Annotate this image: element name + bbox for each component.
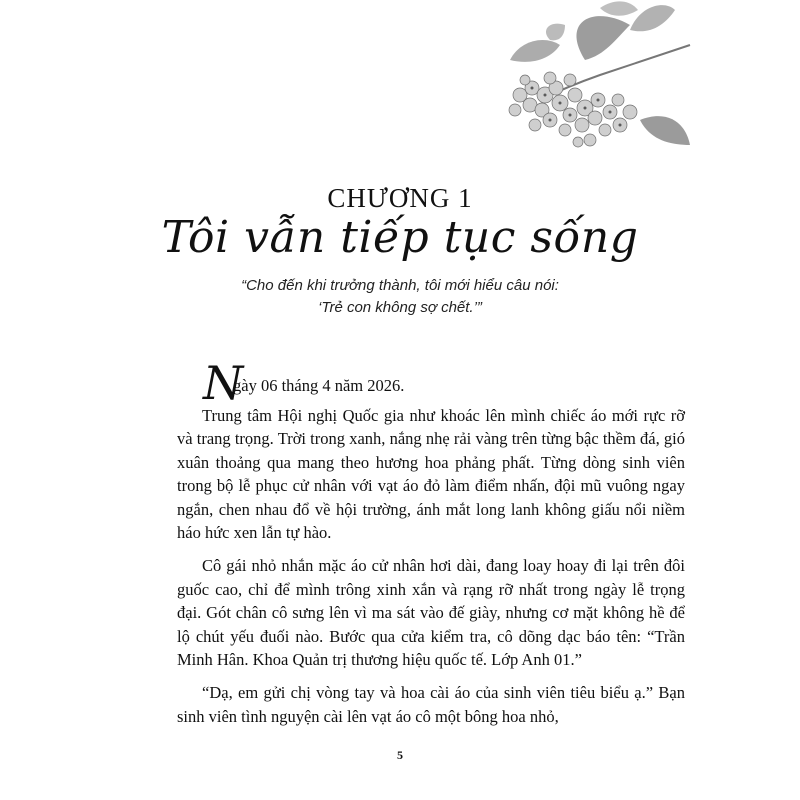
- blossom-cluster: [509, 72, 637, 147]
- body-text: [177, 404, 685, 738]
- chapter-label: CHƯƠNG 1: [327, 183, 473, 213]
- page-number: 5: [397, 748, 403, 762]
- lilac-flowers-illustration: [490, 0, 695, 165]
- paragraph: Trung tâm Hội nghị Quốc gia như khoác lên mình chiếc áo mới rực rỡ và trang trọng. Trời trong xanh, nắng nhẹ rải vàng trên từng bậc thềm đá, gió xuân thoảng qua mang theo hương hoa phảng phất. Từng dòng sinh viên trong bộ lễ phục cử nhân với vạt áo đỏ làm điểm nhấn, đội mũ vuông ngay ngắn, chen nhau đổ về hội trường, ánh mắt long lanh không giấu nổi niềm háo hức xen lẫn tự hào.: [177, 406, 685, 543]
- branch: [540, 45, 690, 100]
- epigraph-line: “Cho đến khi trưởng thành, tôi mới hiểu câu nói:: [241, 277, 559, 294]
- opening-line: [203, 356, 683, 410]
- drop-cap: N: [203, 356, 244, 410]
- chapter-title: Tôi vẫn tiếp tục sống: [161, 212, 639, 263]
- paragraph: “Dạ, em gửi chị vòng tay và hoa cài áo của sinh viên tiêu biểu ạ.” Bạn sinh viên tình nguyện cài lên vạt áo cô một bông hoa nhỏ,: [177, 683, 685, 726]
- epigraph: [0, 275, 800, 319]
- epigraph-line: ‘Trẻ con không sợ chết.’”: [318, 299, 482, 316]
- opening-line-text: gày 06 tháng 4 năm 2026.: [233, 376, 405, 395]
- paragraph: Cô gái nhỏ nhắn mặc áo cử nhân hơi dài, đang loay hoay đi lại trên đôi guốc cao, chỉ để mình trông xinh xắn và rạng rỡ nhất trong ngày lễ trọng đại. Gót chân cô sưng lên vì ma sát vào đế giày, nhưng cơ mặt không hề để lộ chút yếu đuối nào. Bước qua cửa kiểm tra, cô dõng dạc báo tên: “Trần Minh Hân. Khoa Quản trị thương hiệu quốc tế. Lớp Anh 01.”: [177, 556, 685, 670]
